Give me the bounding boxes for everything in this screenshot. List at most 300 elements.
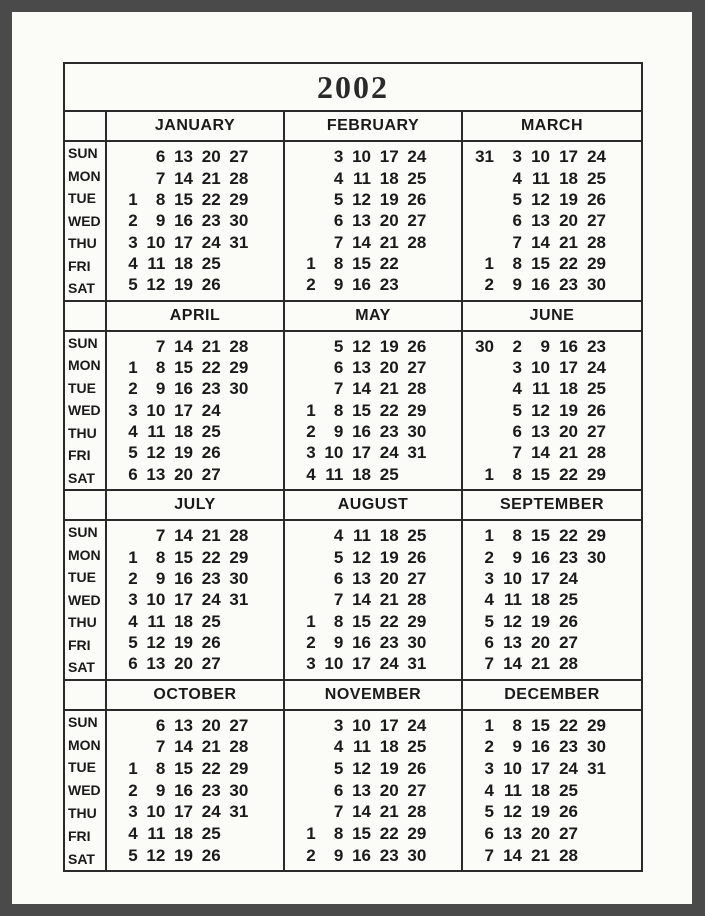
weekday-label: TUE [68, 379, 96, 396]
date-cell [581, 589, 609, 610]
month-name: FEBRUARY [285, 112, 461, 142]
date-cell: 11 [147, 253, 166, 273]
date-cell: 15 [531, 253, 550, 273]
date-cell: 30 [407, 632, 427, 652]
date-cell: 26 [407, 336, 427, 356]
month-day-grid [285, 521, 461, 679]
date-cell: 23 [379, 275, 399, 295]
date-cell: 23 [201, 780, 221, 800]
month-name: MAY [285, 302, 461, 332]
date-cell [581, 632, 609, 653]
weekday-column [65, 681, 107, 871]
date-cell [251, 464, 279, 485]
weekday-label: WED [68, 212, 101, 229]
date-cell [224, 400, 252, 421]
date-cell [291, 336, 319, 357]
date-cell: 4 [484, 590, 494, 610]
date-cell: 11 [532, 168, 550, 188]
date-cell: 10 [531, 358, 550, 378]
date-cell [429, 632, 457, 653]
date-cell: 12 [352, 547, 371, 567]
date-cell: 4 [128, 422, 138, 442]
date-cell: 21 [201, 526, 221, 546]
date-cell: 2 [128, 211, 138, 231]
date-cell: 19 [379, 336, 399, 356]
date-cell [429, 758, 457, 780]
date-cell: 12 [352, 336, 371, 356]
weekday-label: TUE [68, 190, 96, 207]
date-cell [469, 357, 497, 378]
month-day-grid [107, 521, 283, 679]
date-cell: 11 [504, 780, 522, 800]
date-cell: 17 [559, 358, 578, 378]
weekday-label: SUN [68, 713, 98, 730]
month-day-grid [285, 142, 461, 300]
date-cell: 15 [352, 253, 371, 273]
date-cell [113, 167, 141, 188]
date-cell: 5 [484, 611, 494, 631]
date-cell: 17 [174, 232, 193, 252]
date-cell [251, 210, 279, 231]
calendar-card [12, 12, 692, 904]
date-cell [609, 610, 637, 631]
date-cell: 23 [587, 336, 606, 356]
month-day-grid [463, 711, 641, 871]
date-cell [251, 146, 279, 167]
date-cell: 4 [333, 737, 344, 757]
date-cell: 22 [379, 611, 399, 631]
date-cell [609, 253, 637, 274]
weekday-label: FRI [68, 257, 91, 274]
date-cell: 9 [333, 632, 344, 652]
date-cell: 6 [333, 568, 344, 588]
date-cell [429, 546, 457, 567]
date-cell: 29 [587, 253, 606, 273]
date-cell: 11 [147, 824, 166, 844]
date-cell: 18 [174, 422, 193, 442]
date-cell: 18 [559, 379, 578, 399]
date-cell: 10 [146, 400, 166, 420]
date-cell: 28 [229, 336, 249, 356]
date-cell: 25 [559, 590, 578, 610]
date-cell [469, 231, 497, 252]
date-cell: 11 [353, 526, 371, 546]
date-cell [224, 253, 252, 274]
date-cell: 25 [201, 422, 221, 442]
weekday-label: FRI [68, 447, 91, 464]
weekday-label: THU [68, 614, 97, 631]
date-cell [251, 801, 279, 823]
date-cell: 7 [333, 802, 344, 822]
date-cell: 30 [587, 737, 606, 757]
date-cell: 1 [306, 400, 316, 420]
date-cell: 9 [512, 547, 522, 567]
date-cell: 11 [504, 590, 522, 610]
weekday-label: WED [68, 782, 101, 799]
date-cell [429, 779, 457, 801]
date-cell: 10 [503, 759, 522, 779]
date-cell: 24 [201, 232, 221, 252]
date-cell: 16 [174, 211, 193, 231]
date-cell: 20 [379, 780, 399, 800]
date-cell: 29 [587, 715, 606, 735]
date-cell [609, 801, 637, 823]
calendar-year-title: 2002 [65, 64, 641, 112]
date-cell [429, 210, 457, 231]
date-cell: 23 [379, 632, 399, 652]
date-cell [251, 274, 279, 295]
date-cell: 7 [484, 845, 494, 865]
date-cell [609, 653, 637, 674]
date-cell [224, 610, 252, 631]
date-cell: 30 [587, 547, 606, 567]
date-cell: 29 [587, 464, 606, 484]
date-cell [429, 400, 457, 421]
date-cell: 16 [531, 275, 550, 295]
date-cell: 7 [512, 232, 522, 252]
date-cell: 9 [512, 737, 522, 757]
date-cell [251, 632, 279, 653]
weekday-label: THU [68, 805, 97, 822]
date-cell: 21 [559, 443, 578, 463]
date-cell [224, 421, 252, 442]
date-cell: 16 [174, 379, 193, 399]
date-cell [609, 274, 637, 295]
date-cell: 24 [587, 358, 606, 378]
date-cell: 28 [229, 168, 249, 188]
date-cell [251, 231, 279, 252]
date-cell: 29 [229, 189, 249, 209]
date-cell: 9 [155, 379, 166, 399]
date-cell: 24 [587, 147, 606, 167]
date-cell: 28 [587, 443, 606, 463]
date-cell: 24 [201, 590, 221, 610]
date-cell: 10 [324, 654, 344, 674]
date-cell [609, 231, 637, 252]
date-cell: 2 [484, 737, 494, 757]
date-cell: 8 [155, 358, 166, 378]
date-cell [291, 589, 319, 610]
date-cell: 12 [503, 611, 522, 631]
date-cell: 8 [333, 824, 344, 844]
date-cell: 27 [407, 568, 427, 588]
date-cell: 15 [531, 526, 550, 546]
date-cell: 23 [201, 379, 221, 399]
date-cell [469, 378, 497, 399]
date-cell [429, 146, 457, 167]
date-cell: 18 [174, 611, 193, 631]
date-cell: 19 [531, 802, 550, 822]
month-block-november [285, 681, 463, 871]
date-cell: 28 [407, 232, 427, 252]
date-cell [609, 715, 637, 737]
date-cell: 15 [174, 358, 193, 378]
weekday-label: TUE [68, 759, 96, 776]
date-cell: 28 [407, 379, 427, 399]
date-cell: 6 [128, 654, 138, 674]
date-cell: 10 [324, 443, 344, 463]
date-cell: 12 [146, 275, 166, 295]
date-cell: 16 [531, 547, 550, 567]
date-cell: 3 [128, 590, 138, 610]
month-block-march [463, 112, 641, 302]
date-cell [291, 167, 319, 188]
date-cell: 31 [229, 802, 249, 822]
date-cell [469, 421, 497, 442]
date-cell: 8 [155, 759, 166, 779]
date-cell [402, 253, 430, 274]
weekday-column [65, 302, 107, 492]
date-cell [291, 801, 319, 823]
date-cell: 1 [128, 759, 138, 779]
date-cell: 9 [155, 211, 166, 231]
date-cell: 26 [201, 845, 221, 865]
date-cell: 17 [531, 568, 550, 588]
date-cell: 19 [531, 611, 550, 631]
date-cell: 1 [128, 358, 138, 378]
date-cell: 30 [587, 275, 606, 295]
date-cell: 26 [201, 443, 221, 463]
date-cell: 22 [559, 253, 578, 273]
date-cell: 29 [587, 526, 606, 546]
date-cell: 7 [512, 443, 522, 463]
weekday-header-spacer [65, 112, 105, 142]
date-cell: 16 [559, 336, 578, 356]
date-cell: 31 [229, 232, 249, 252]
date-cell: 21 [201, 168, 221, 188]
month-name: JULY [107, 491, 283, 521]
date-cell: 14 [503, 845, 522, 865]
date-cell: 13 [352, 780, 371, 800]
date-cell [609, 758, 637, 780]
date-cell: 1 [484, 464, 494, 484]
date-cell [113, 715, 141, 737]
date-cell: 24 [201, 400, 221, 420]
weekday-label: SUN [68, 145, 98, 162]
date-cell: 18 [379, 168, 399, 188]
date-cell [429, 568, 457, 589]
date-cell: 6 [484, 632, 494, 652]
date-cell: 25 [201, 611, 221, 631]
date-cell: 8 [333, 611, 344, 631]
date-cell: 18 [559, 168, 578, 188]
date-cell [429, 589, 457, 610]
date-cell [291, 568, 319, 589]
date-cell [291, 146, 319, 167]
date-cell: 22 [559, 715, 578, 735]
date-cell [224, 844, 252, 866]
date-cell: 23 [201, 568, 221, 588]
month-block-april [107, 302, 285, 492]
weekday-label: SUN [68, 334, 98, 351]
date-cell: 23 [559, 275, 578, 295]
date-cell [609, 378, 637, 399]
date-cell: 7 [333, 379, 344, 399]
date-cell: 18 [352, 464, 371, 484]
date-cell: 1 [484, 253, 494, 273]
month-block-october [107, 681, 285, 871]
date-cell: 3 [306, 654, 316, 674]
year-calendar [63, 62, 643, 872]
date-cell: 1 [306, 611, 316, 631]
date-cell [291, 189, 319, 210]
month-name: JUNE [463, 302, 641, 332]
date-cell: 12 [531, 189, 550, 209]
date-cell: 6 [333, 211, 344, 231]
date-cell: 3 [128, 400, 138, 420]
date-cell: 2 [128, 379, 138, 399]
date-cell: 11 [532, 379, 550, 399]
weekday-label: MON [68, 736, 101, 753]
date-cell: 13 [531, 211, 550, 231]
date-cell [609, 167, 637, 188]
date-cell [609, 823, 637, 845]
date-cell: 10 [531, 147, 550, 167]
date-cell: 31 [407, 443, 427, 463]
date-cell: 15 [352, 611, 371, 631]
date-cell: 6 [155, 715, 166, 735]
date-cell: 28 [229, 737, 249, 757]
date-cell: 22 [559, 526, 578, 546]
date-cell [224, 653, 252, 674]
date-cell: 18 [174, 253, 193, 273]
date-cell: 26 [407, 189, 427, 209]
month-name: DECEMBER [463, 681, 641, 711]
date-cell [429, 464, 457, 485]
date-cell: 29 [229, 759, 249, 779]
date-cell [429, 442, 457, 463]
date-cell [429, 653, 457, 674]
date-cell: 13 [146, 464, 166, 484]
date-cell: 3 [333, 715, 344, 735]
date-cell: 1 [484, 715, 494, 735]
weekday-label: MON [68, 167, 101, 184]
date-cell: 19 [379, 547, 399, 567]
date-cell: 21 [379, 802, 399, 822]
date-cell: 29 [407, 611, 427, 631]
date-cell: 4 [333, 168, 344, 188]
date-cell: 20 [531, 632, 550, 652]
date-cell [251, 442, 279, 463]
month-day-grid [285, 332, 461, 490]
date-cell [251, 253, 279, 274]
weekday-label: SAT [68, 469, 95, 486]
date-cell: 19 [559, 189, 578, 209]
date-cell: 21 [379, 232, 399, 252]
date-cell: 12 [531, 400, 550, 420]
date-cell: 31 [229, 590, 249, 610]
date-cell: 9 [155, 780, 166, 800]
date-cell: 16 [531, 737, 550, 757]
date-cell: 8 [512, 715, 522, 735]
date-cell: 15 [531, 464, 550, 484]
weekday-column [65, 112, 107, 302]
date-cell [609, 546, 637, 567]
date-cell: 4 [512, 168, 522, 188]
date-cell: 14 [352, 802, 371, 822]
date-cell: 1 [128, 547, 138, 567]
date-cell: 8 [512, 253, 522, 273]
date-cell: 10 [146, 802, 166, 822]
date-cell: 27 [201, 654, 221, 674]
date-cell: 17 [379, 715, 399, 735]
date-cell: 6 [333, 358, 344, 378]
date-cell: 5 [512, 400, 522, 420]
date-cell: 4 [333, 526, 344, 546]
date-cell [609, 357, 637, 378]
date-cell: 26 [201, 632, 221, 652]
date-cell: 2 [306, 632, 316, 652]
date-cell: 13 [503, 632, 522, 652]
month-block-december [463, 681, 641, 871]
date-cell: 7 [155, 737, 166, 757]
date-cell: 3 [128, 802, 138, 822]
date-cell: 11 [353, 168, 371, 188]
date-cell [609, 400, 637, 421]
date-cell: 20 [531, 824, 550, 844]
date-cell: 28 [407, 802, 427, 822]
date-cell: 7 [333, 590, 344, 610]
date-cell: 17 [559, 147, 578, 167]
date-cell: 7 [484, 654, 494, 674]
month-block-august [285, 491, 463, 681]
date-cell: 27 [587, 422, 606, 442]
date-cell: 13 [174, 715, 193, 735]
month-name: JANUARY [107, 112, 283, 142]
date-cell: 31 [475, 147, 494, 167]
month-name: SEPTEMBER [463, 491, 641, 521]
date-cell: 4 [128, 611, 138, 631]
date-cell: 1 [484, 526, 494, 546]
date-cell: 11 [147, 611, 166, 631]
date-cell [251, 589, 279, 610]
date-cell: 5 [128, 845, 138, 865]
date-cell [113, 336, 141, 357]
date-cell: 27 [559, 632, 578, 652]
date-cell: 30 [475, 336, 494, 356]
month-block-february [285, 112, 463, 302]
date-cell: 19 [174, 275, 193, 295]
date-cell: 17 [174, 802, 193, 822]
date-cell: 2 [306, 422, 316, 442]
date-cell: 7 [155, 336, 166, 356]
date-cell [469, 189, 497, 210]
date-cell: 10 [503, 568, 522, 588]
date-cell: 7 [333, 232, 344, 252]
date-cell: 4 [128, 253, 138, 273]
date-cell: 3 [484, 759, 494, 779]
date-cell: 19 [559, 400, 578, 420]
date-cell [609, 589, 637, 610]
date-cell: 31 [587, 759, 606, 779]
date-cell: 11 [325, 464, 344, 484]
date-cell: 25 [201, 253, 221, 273]
date-cell: 27 [559, 824, 578, 844]
date-cell: 26 [407, 759, 427, 779]
date-cell: 1 [306, 253, 316, 273]
date-cell: 5 [333, 336, 344, 356]
date-cell [251, 400, 279, 421]
month-name: APRIL [107, 302, 283, 332]
date-cell [429, 231, 457, 252]
date-cell: 26 [587, 400, 606, 420]
date-cell: 30 [229, 780, 249, 800]
date-cell: 1 [128, 189, 138, 209]
date-cell: 23 [559, 737, 578, 757]
date-cell: 16 [174, 780, 193, 800]
date-cell: 26 [587, 189, 606, 209]
date-cell: 22 [559, 464, 578, 484]
